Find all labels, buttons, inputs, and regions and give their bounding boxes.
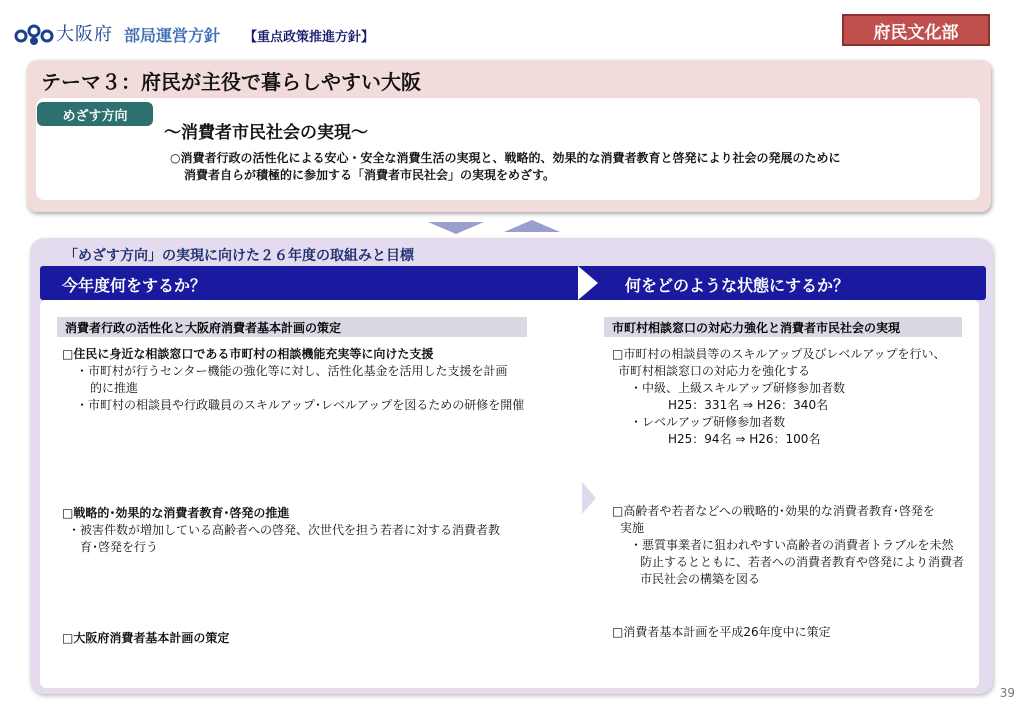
right-item-line: ・悪質事業者に狙われやすい高齢者の消費者トラブルを未然 bbox=[630, 538, 954, 552]
right-item-line: □消費者基本計画を平成26年度中に策定 bbox=[612, 625, 831, 639]
left-item-heading: □戦略的･効果的な消費者教育･啓発の推進 bbox=[62, 506, 290, 520]
up-arrow-icon bbox=[504, 220, 560, 232]
right-item-line: 防止するとともに、若者への消費者教育や啓発により消費者 bbox=[640, 555, 965, 569]
right-item-3 bbox=[612, 624, 831, 641]
left-item-heading: □大阪府消費者基本計画の策定 bbox=[62, 631, 230, 645]
section-title: 部局運営方針 bbox=[124, 26, 221, 45]
left-item-3 bbox=[62, 630, 229, 647]
left-item-line: 育･啓発を行う bbox=[80, 540, 159, 554]
right-item-line: □市町村の相談員等のスキルアップ及びレベルアップを行い、 bbox=[612, 347, 946, 361]
right-subheading: 市町村相談窓口の対応力強化と消費者市民社会の実現 bbox=[604, 317, 962, 337]
right-item-line: 市民社会の構築を図る bbox=[640, 572, 761, 586]
left-item-line: ・市町村の相談員や行政職員のスキルアップ･レベルアップを図るための研修を開催 bbox=[76, 398, 525, 412]
left-item-line: ・被害件数が増加している高齢者への啓発、次世代を担う若者に対する消費者教 bbox=[68, 523, 501, 537]
osaka-prefecture-logo-icon bbox=[14, 22, 54, 46]
aim-heading: ～消費者市民社会の実現～ bbox=[164, 123, 368, 143]
right-item-2 bbox=[612, 503, 964, 588]
right-item-1 bbox=[612, 346, 946, 448]
chevron-right-icon bbox=[578, 266, 598, 300]
down-arrow-icon bbox=[428, 222, 484, 234]
left-item-heading: □住民に身近な相談窓口である市町村の相談機能充実等に向けた支援 bbox=[62, 347, 434, 361]
chevron-right-icon bbox=[582, 482, 596, 514]
column-header-left: 今年度何をするか？ bbox=[62, 276, 207, 295]
left-item-line: ・市町村が行うセンター機能の強化等に対し、活性化基金を活用した支援を計画 bbox=[76, 364, 508, 378]
right-item-line: □高齢者や若者などへの戦略的･効果的な消費者教育･啓発を bbox=[612, 504, 935, 518]
right-item-line: H25：331名 ⇒ H26：340名 bbox=[668, 398, 829, 412]
left-item-2 bbox=[62, 505, 500, 556]
aim-panel bbox=[36, 98, 980, 200]
aim-line: 消費者自らが積極的に参加する「消費者市民社会」の実現をめざす。 bbox=[184, 168, 556, 182]
org-name: 大阪府 bbox=[56, 24, 113, 45]
aim-badge: めざす方向 bbox=[37, 102, 153, 126]
aim-line: ○消費者行政の活性化による安心・安全な消費生活の実現と、戦略的、効果的な消費者教育と啓発により社会の発展のために bbox=[170, 151, 841, 165]
left-subheading: 消費者行政の活性化と大阪府消費者基本計画の策定 bbox=[57, 317, 527, 337]
right-item-line: ・レベルアップ研修参加者数 bbox=[630, 415, 786, 429]
department-badge: 府民文化部 bbox=[842, 14, 990, 46]
policy-label: 【重点政策推進方針】 bbox=[244, 30, 375, 45]
left-item-line: 的に推進 bbox=[90, 381, 139, 395]
right-item-line: 実施 bbox=[620, 521, 645, 535]
left-item-1 bbox=[62, 346, 524, 414]
aim-description bbox=[170, 150, 840, 184]
theme-title: テーマ３：府民が主役で暮らしやすい大阪 bbox=[41, 70, 421, 94]
right-item-line: 市町村相談窓口の対応力を強化する bbox=[618, 364, 811, 378]
page-number: 39 bbox=[999, 686, 1015, 700]
right-item-line: H25：94名 ⇒ H26：100名 bbox=[668, 432, 821, 446]
initiatives-title: 「めざす方向」の実現に向けた２６年度の取組みと目標 bbox=[64, 248, 414, 264]
column-header-right: 何をどのような状態にするか？ bbox=[625, 276, 850, 295]
right-item-line: ・中級、上級スキルアップ研修参加者数 bbox=[630, 381, 846, 395]
